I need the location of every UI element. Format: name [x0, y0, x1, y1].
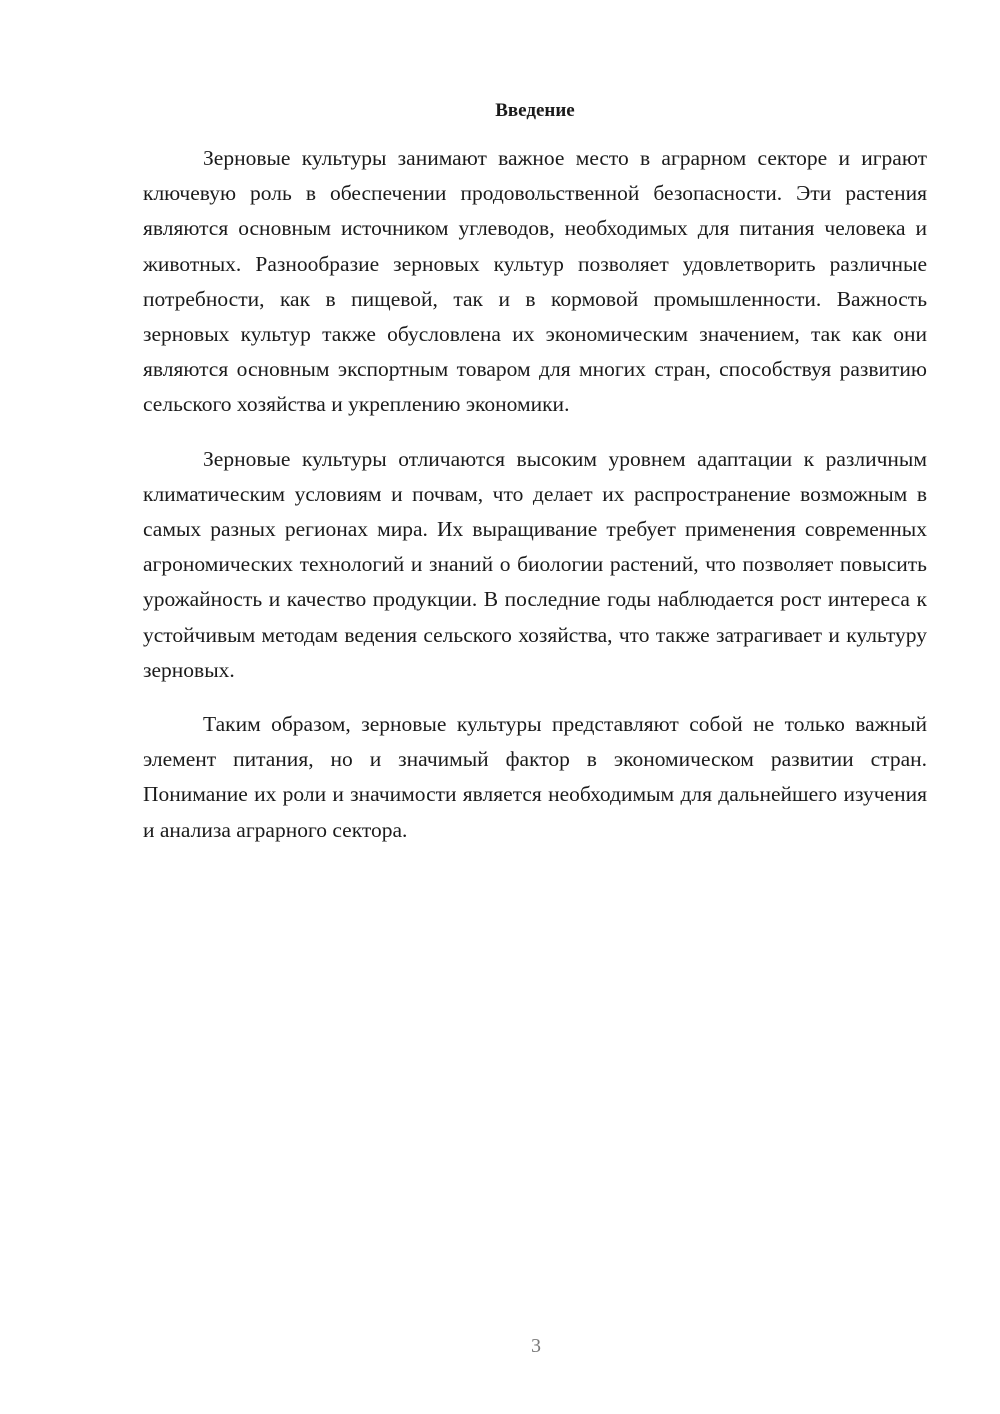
page-number: 3 [531, 1335, 541, 1357]
page-heading: Введение [495, 100, 575, 121]
page-content [143, 96, 927, 848]
paragraph-2: Зерновые культуры отличаются высоким уровнем адаптации к различным климатическим условиям и почвам, что делает их распространение возможным в самых разных регионах мира. Их выращивание требует применения современных агрономических технологий и знаний о биологии растений, что позволяет повысить урожайность и качество продукции. В последние годы наблюдается рост интереса к устойчивым методам ведения сельского хозяйства, что также затрагивает и культуру зерновых. [143, 446, 927, 682]
paragraph-3: Таким образом, зерновые культуры представляют собой не только важный элемент питания, но и значимый фактор в экономическом развитии стран. Понимание их роли и значимости является необходимым для дальнейшего изучения и анализа аграрного сектора. [143, 712, 927, 842]
paragraph-1: Зерновые культуры занимают важное место в аграрном секторе и играют ключевую роль в обеспечении продовольственной безопасности. Эти растения являются основным источником углеводов, необходимых для питания человека и животных. Разнообразие зерновых культур позволяет удовлетворить различные потребности, как в пищевой, так и в кормовой промышленности. Важность зерновых культур также обусловлена их экономическим значением, так как они являются основным экспортным товаром для многих стран, способствуя развитию сельского хозяйства и укреплению экономики. [143, 146, 927, 417]
